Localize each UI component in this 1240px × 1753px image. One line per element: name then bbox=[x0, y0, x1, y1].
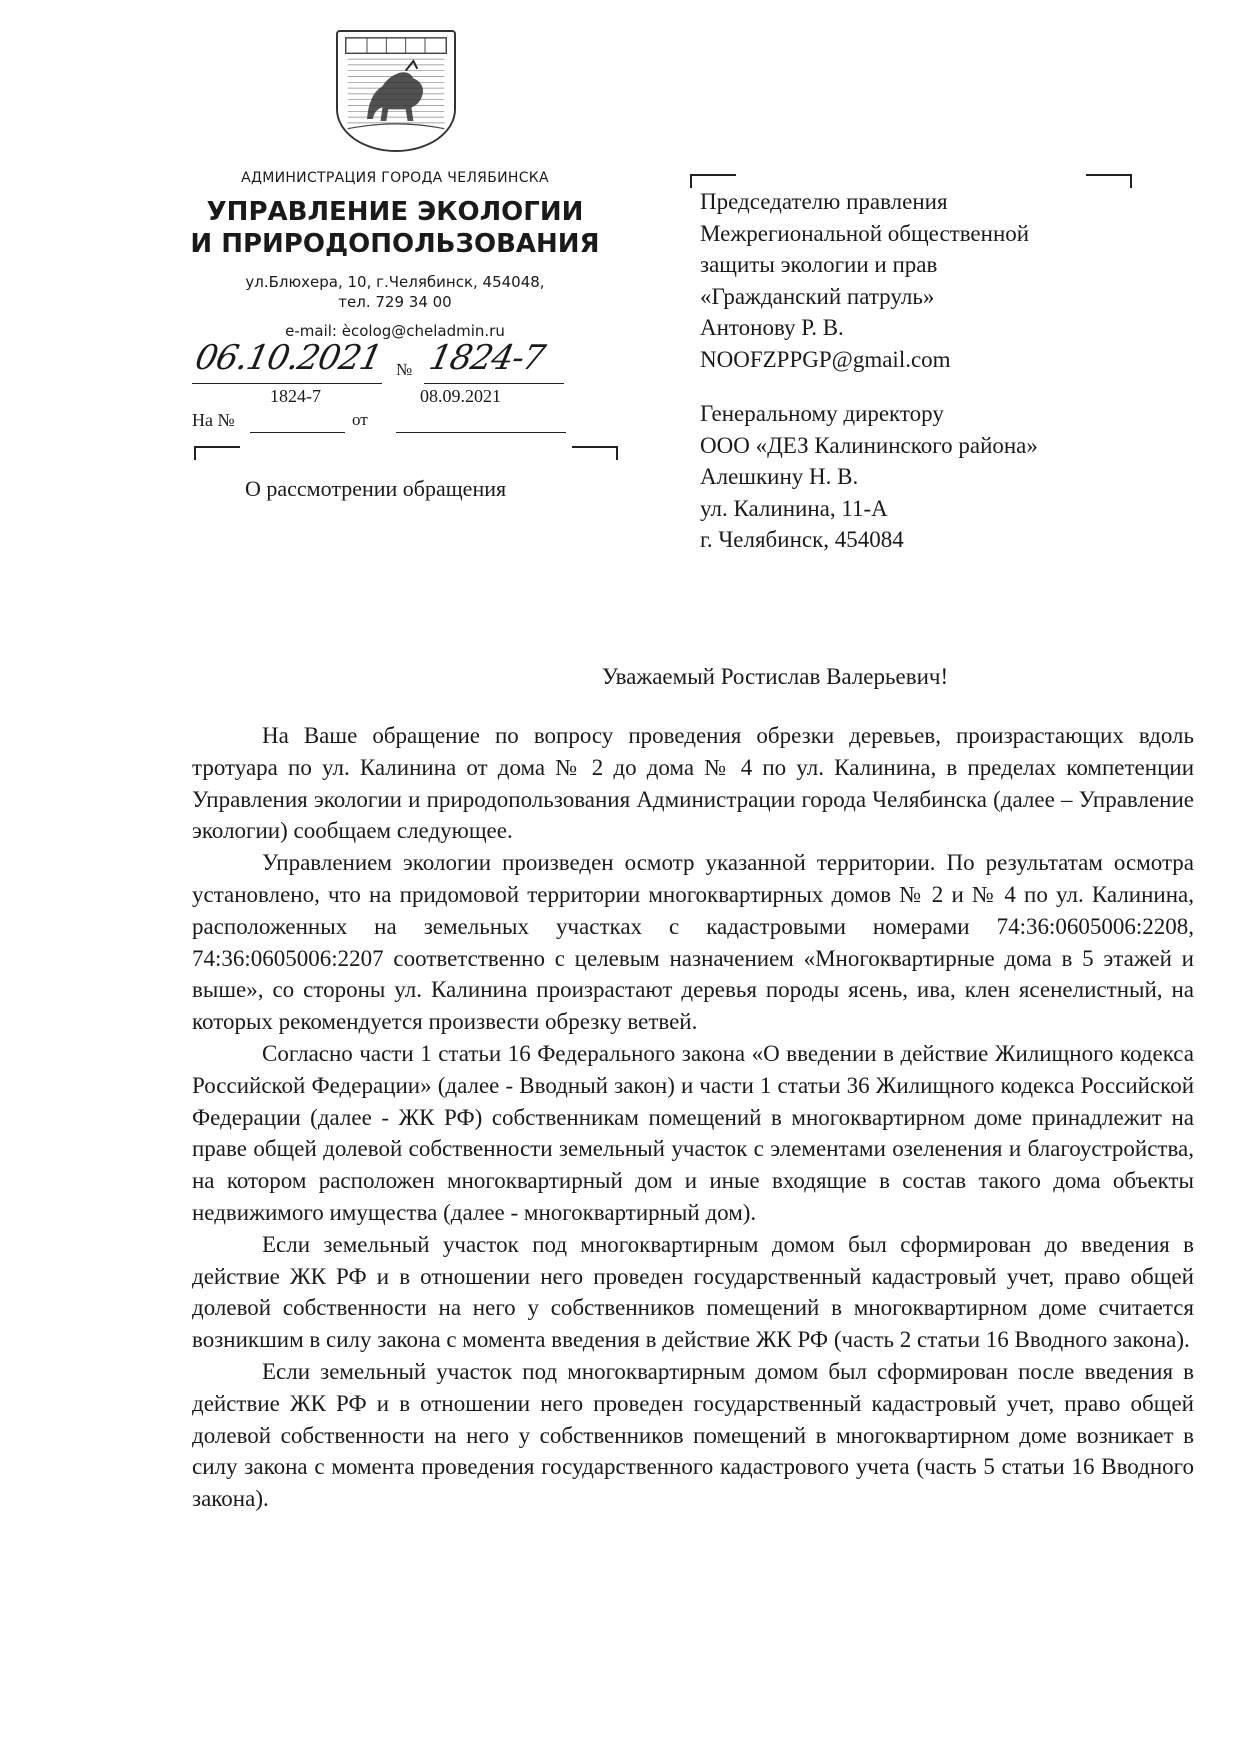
number-underline bbox=[424, 383, 564, 384]
addressee-1-line: защиты экологии и прав bbox=[700, 252, 938, 277]
subject-bracket-right bbox=[572, 446, 618, 448]
addressee-2 bbox=[700, 398, 1038, 556]
addressee-1-line: Межрегиональной общественной bbox=[700, 220, 1030, 246]
subject-bracket-right-v bbox=[616, 446, 618, 460]
reference-from-label: от bbox=[352, 410, 368, 429]
organization-name-line1: УПРАВЛЕНИЕ ЭКОЛОГИИ bbox=[206, 197, 584, 227]
coat-of-arms-icon bbox=[338, 32, 454, 150]
address-phone: тел. 729 34 00 bbox=[338, 293, 452, 311]
body-paragraph: Согласно части 1 статьи 16 Федерального закона «О введении в действие Жилищного кодекса Российской Федерации» (далее - Вводный закон) и части 1 статьи 36 Жилищного кодекса Российской Федерации (далее - ЖК РФ) собственникам помещений в многоквартирном доме принадлежит на праве общей долевой собственности земельный участок с элементами озеленения и благоустройства, на котором расположен многоквартирный дом и иные входящие в состав такого дома объекты недвижимого имущества (далее - многоквартирный дом). bbox=[192, 1040, 1194, 1225]
addressee-1-line: «Гражданский патруль» bbox=[700, 283, 935, 309]
typed-date: 08.09.2021 bbox=[420, 386, 501, 406]
organization-name bbox=[150, 196, 640, 260]
subject-bracket-left bbox=[194, 446, 240, 448]
addressee-bracket-right bbox=[1086, 174, 1132, 176]
organization-email: e-mail: ècolog@cheladmin.ru bbox=[285, 322, 505, 340]
handwritten-date: 06.10.2021 bbox=[191, 338, 385, 378]
subject-bracket-left-v bbox=[194, 446, 196, 460]
addressee-1-line: Антонову Р. В. bbox=[700, 315, 844, 340]
addressee-2-line: Алешкину Н. В. bbox=[700, 464, 859, 489]
addressee-bracket-left bbox=[690, 174, 736, 176]
reference-number-line bbox=[250, 432, 345, 433]
reference-date-line bbox=[396, 432, 566, 433]
handwritten-number: 1824-7 bbox=[425, 338, 548, 378]
addressee-1-email: NOOFZPPGP@gmail.com bbox=[700, 346, 951, 372]
number-sign: № bbox=[396, 360, 413, 379]
reference-number-label: На № bbox=[192, 410, 235, 430]
addressee-bracket-right-v bbox=[1130, 174, 1132, 188]
addressee-2-line: ООО «ДЕЗ Калининского района» bbox=[700, 432, 1038, 458]
addressee-2-line: г. Челябинск, 454084 bbox=[700, 527, 904, 552]
letter-body bbox=[192, 720, 1194, 1515]
date-underline bbox=[192, 383, 382, 384]
organization-name-line2: И ПРИРОДОПОЛЬЗОВАНИЯ bbox=[190, 229, 600, 259]
addressee-bracket-left-v bbox=[690, 174, 692, 188]
body-paragraph: Если земельный участок под многоквартирным домом был сформирован до введения в действие ЖК РФ и в отношении него проведен государственный кадастровый учет, право общей долевой собственности на него у собственников помещений в многоквартирном доме считается возникшим в силу закона с момента введения в действие ЖК РФ (часть 2 статьи 16 Вводного закона). bbox=[192, 1231, 1194, 1353]
body-paragraph: Если земельный участок под многоквартирным домом был сформирован после введения в действие ЖК РФ и в отношении него проведен государственный кадастровый учет, право общей долевой собственности на него у собственников помещений в многоквартирном доме возникает в силу закона с момента проведения государственного кадастрового учета (часть 5 статьи 16 Вводного закона). bbox=[192, 1358, 1194, 1512]
coat-of-arms-emblem bbox=[336, 30, 456, 152]
addressee-2-line: Генеральному директору bbox=[700, 401, 944, 426]
salutation: Уважаемый Ростислав Валерьевич! bbox=[601, 664, 949, 689]
addressee-2-line: ул. Калинина, 11-А bbox=[700, 495, 888, 521]
address-street: ул.Блюхера, 10, г.Челябинск, 454048, bbox=[245, 273, 545, 291]
administration-line: АДМИНИСТРАЦИЯ ГОРОДА ЧЕЛЯБИНСКА bbox=[241, 170, 549, 186]
body-paragraph: Управлением экологии произведен осмотр указанной территории. По результатам осмотра установлено, что на придомовой территории многоквартирных домов № 2 и № 4 по ул. Калинина, расположенных на земельных участках с кадастровыми номерами 74:36:0605006:2208, 74:36:0605006:2207 соответственно с целевым назначением «Многоквартирные дома в 5 этажей и выше», со стороны ул. Калинина произрастают деревья породы ясень, ива, клен ясенелистный, на которых рекомендуется произвести обрезку ветвей. bbox=[192, 850, 1194, 1035]
typed-number: 1824-7 bbox=[270, 386, 321, 406]
body-paragraph: На Ваше обращение по вопросу проведения обрезки деревьев, произрастающих вдоль тротуара по ул. Калинина от дома № 2 до дома № 4 по ул. Калинина, в пределах компетенции Управления экологии и природопользования Администрации города Челябинска (далее – Управление экологии) сообщаем следующее. bbox=[192, 723, 1194, 844]
addressee-1 bbox=[700, 186, 1029, 375]
organization-address bbox=[190, 272, 600, 312]
letter-subject: О рассмотрении обращения bbox=[245, 476, 507, 501]
addressee-1-line: Председателю правления bbox=[700, 189, 948, 214]
